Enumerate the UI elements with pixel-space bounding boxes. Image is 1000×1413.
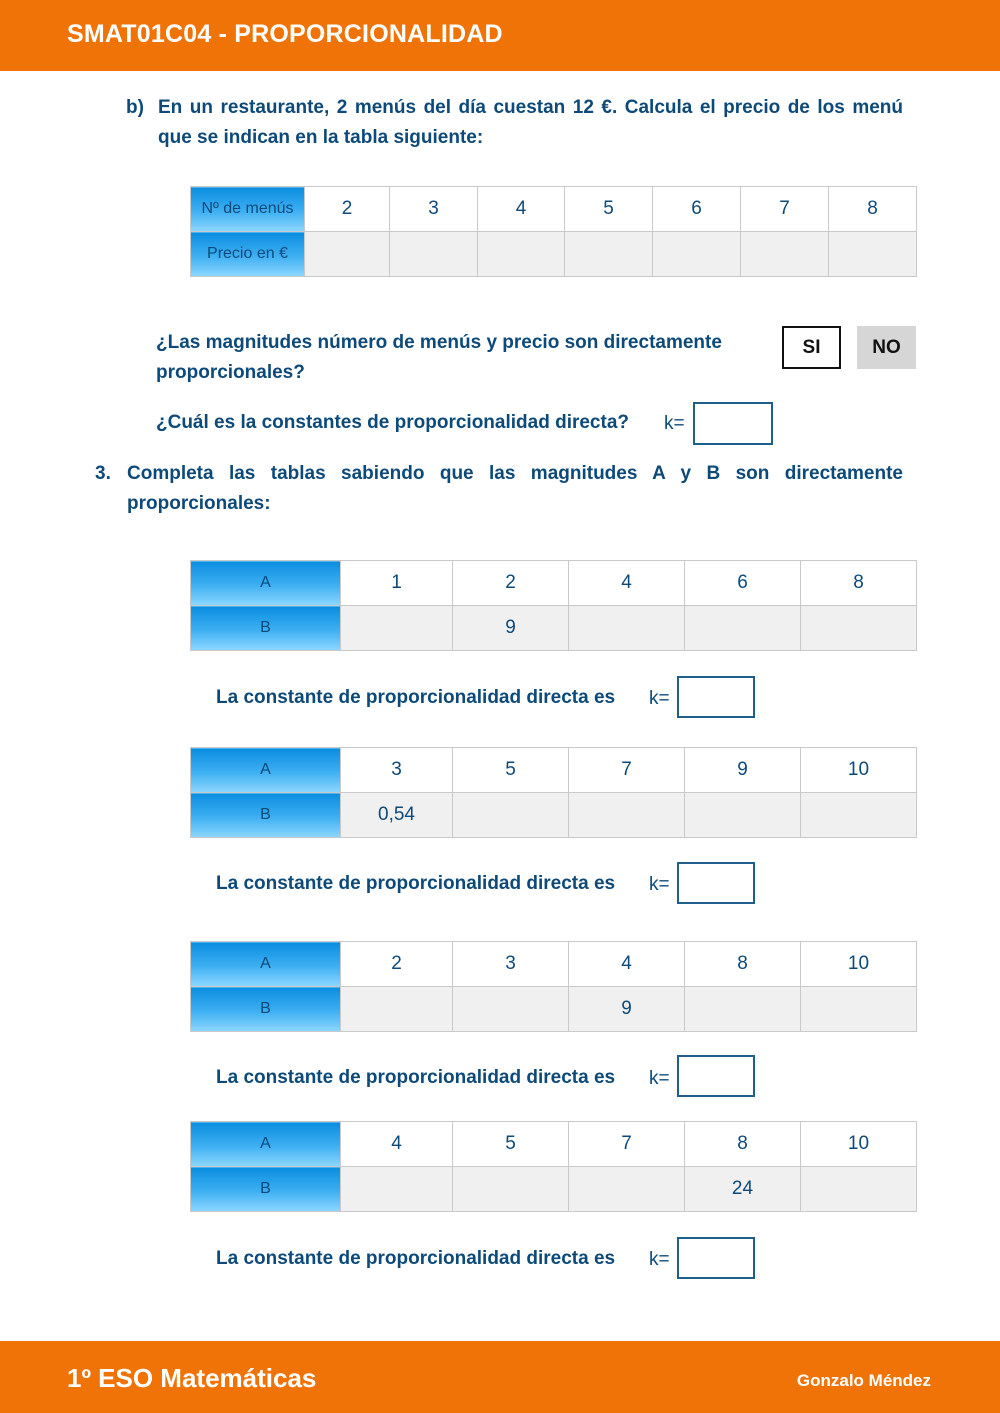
k-label: k=: [649, 1249, 670, 1270]
k-answer-input[interactable]: [693, 402, 773, 445]
b-value-cell: 9: [569, 987, 685, 1032]
a-value-cell: 10: [801, 748, 917, 793]
constant-statement-2: La constante de proporcionalidad directa es: [216, 873, 616, 894]
a-value-cell: 4: [341, 1122, 453, 1167]
menu-price-table: [190, 186, 917, 277]
row-a-header: A: [191, 1122, 341, 1167]
a-value-cell: 5: [453, 1122, 569, 1167]
row-a-header: A: [191, 942, 341, 987]
ab-table-3: [190, 941, 917, 1032]
a-value-cell: 6: [685, 561, 801, 606]
b-answer-cell[interactable]: [569, 606, 685, 651]
price-answer-cell[interactable]: [305, 232, 390, 277]
b-answer-cell[interactable]: [801, 987, 917, 1032]
menu-count-cell: 7: [741, 187, 829, 232]
ab-table-4: [190, 1121, 917, 1212]
exercise-3-marker: 3.: [95, 463, 111, 484]
a-value-cell: 8: [801, 561, 917, 606]
row-b-header: B: [191, 793, 341, 838]
row-a-header: A: [191, 561, 341, 606]
b-value-cell: 0,54: [341, 793, 453, 838]
k-answer-input-1[interactable]: [677, 676, 755, 718]
a-value-cell: 7: [569, 1122, 685, 1167]
a-value-cell: 10: [801, 1122, 917, 1167]
a-value-cell: 4: [569, 561, 685, 606]
b-answer-cell[interactable]: [685, 987, 801, 1032]
price-header: Precio en €: [191, 232, 305, 277]
author-name: Gonzalo Méndez: [796, 1371, 931, 1390]
row-b-header: B: [191, 1167, 341, 1212]
menu-count-cell: 3: [390, 187, 478, 232]
a-value-cell: 8: [685, 942, 801, 987]
menu-count-cell: 2: [305, 187, 390, 232]
menu-count-cell: 5: [565, 187, 653, 232]
a-value-cell: 9: [685, 748, 801, 793]
a-value-cell: 8: [685, 1122, 801, 1167]
price-answer-cell[interactable]: [565, 232, 653, 277]
menu-count-cell: 6: [653, 187, 741, 232]
b-answer-cell[interactable]: [685, 793, 801, 838]
k-answer-input-3[interactable]: [677, 1055, 755, 1097]
b-answer-cell[interactable]: [341, 1167, 453, 1212]
header-bar: [0, 0, 1000, 71]
menu-count-cell: 8: [829, 187, 917, 232]
price-answer-cell[interactable]: [741, 232, 829, 277]
b-answer-cell[interactable]: [569, 793, 685, 838]
b-answer-cell[interactable]: [341, 987, 453, 1032]
part-b-text: En un restaurante, 2 menús del día cuestan 12 €. Calcula el precio de los menú que se indican en la tabla siguiente:: [158, 97, 903, 148]
a-value-cell: 3: [453, 942, 569, 987]
b-answer-cell[interactable]: [801, 1167, 917, 1212]
course-name: 1º ESO Matemáticas: [67, 1363, 317, 1393]
a-value-cell: 4: [569, 942, 685, 987]
b-answer-cell[interactable]: [801, 606, 917, 651]
a-value-cell: 5: [453, 748, 569, 793]
a-value-cell: 1: [341, 561, 453, 606]
part-b-marker: b): [126, 97, 144, 118]
b-value-cell: 9: [453, 606, 569, 651]
proportional-question: ¿Las magnitudes número de menús y precio son directamente proporcionales?: [156, 332, 722, 383]
k-answer-input-4[interactable]: [677, 1237, 755, 1279]
row-b-header: B: [191, 987, 341, 1032]
b-answer-cell[interactable]: [341, 606, 453, 651]
page-title: SMAT01C04 - PROPORCIONALIDAD: [67, 20, 503, 48]
yes-button[interactable]: SI: [782, 326, 841, 369]
no-button[interactable]: NO: [857, 326, 916, 369]
row-a-header: A: [191, 748, 341, 793]
b-answer-cell[interactable]: [801, 793, 917, 838]
exercise-3-text: Completa las tablas sabiendo que las magnitudes A y B son directamente proporcionales:: [127, 463, 903, 514]
b-value-cell: 24: [685, 1167, 801, 1212]
constant-question: ¿Cuál es la constantes de proporcionalidad directa?: [156, 412, 629, 433]
ab-table-1: [190, 560, 917, 651]
a-value-cell: 2: [453, 561, 569, 606]
constant-statement-1: La constante de proporcionalidad directa es: [216, 687, 616, 708]
footer-bar: [0, 1341, 1000, 1413]
price-answer-cell[interactable]: [829, 232, 917, 277]
price-answer-cell[interactable]: [390, 232, 478, 277]
constant-statement-4: La constante de proporcionalidad directa es: [216, 1248, 616, 1269]
a-value-cell: 7: [569, 748, 685, 793]
price-answer-cell[interactable]: [478, 232, 565, 277]
constant-statement-3: La constante de proporcionalidad directa es: [216, 1067, 616, 1088]
a-value-cell: 2: [341, 942, 453, 987]
k-label: k=: [649, 1068, 670, 1089]
b-answer-cell[interactable]: [685, 606, 801, 651]
k-label: k=: [649, 874, 670, 895]
price-answer-cell[interactable]: [653, 232, 741, 277]
ab-table-2: [190, 747, 917, 838]
a-value-cell: 10: [801, 942, 917, 987]
menu-count-header: Nº de menús: [191, 187, 305, 232]
k-label: k=: [649, 688, 670, 709]
menu-count-cell: 4: [478, 187, 565, 232]
b-answer-cell[interactable]: [453, 793, 569, 838]
a-value-cell: 3: [341, 748, 453, 793]
b-answer-cell[interactable]: [453, 987, 569, 1032]
b-answer-cell[interactable]: [569, 1167, 685, 1212]
b-answer-cell[interactable]: [453, 1167, 569, 1212]
k-label: k=: [664, 413, 685, 434]
k-answer-input-2[interactable]: [677, 862, 755, 904]
row-b-header: B: [191, 606, 341, 651]
